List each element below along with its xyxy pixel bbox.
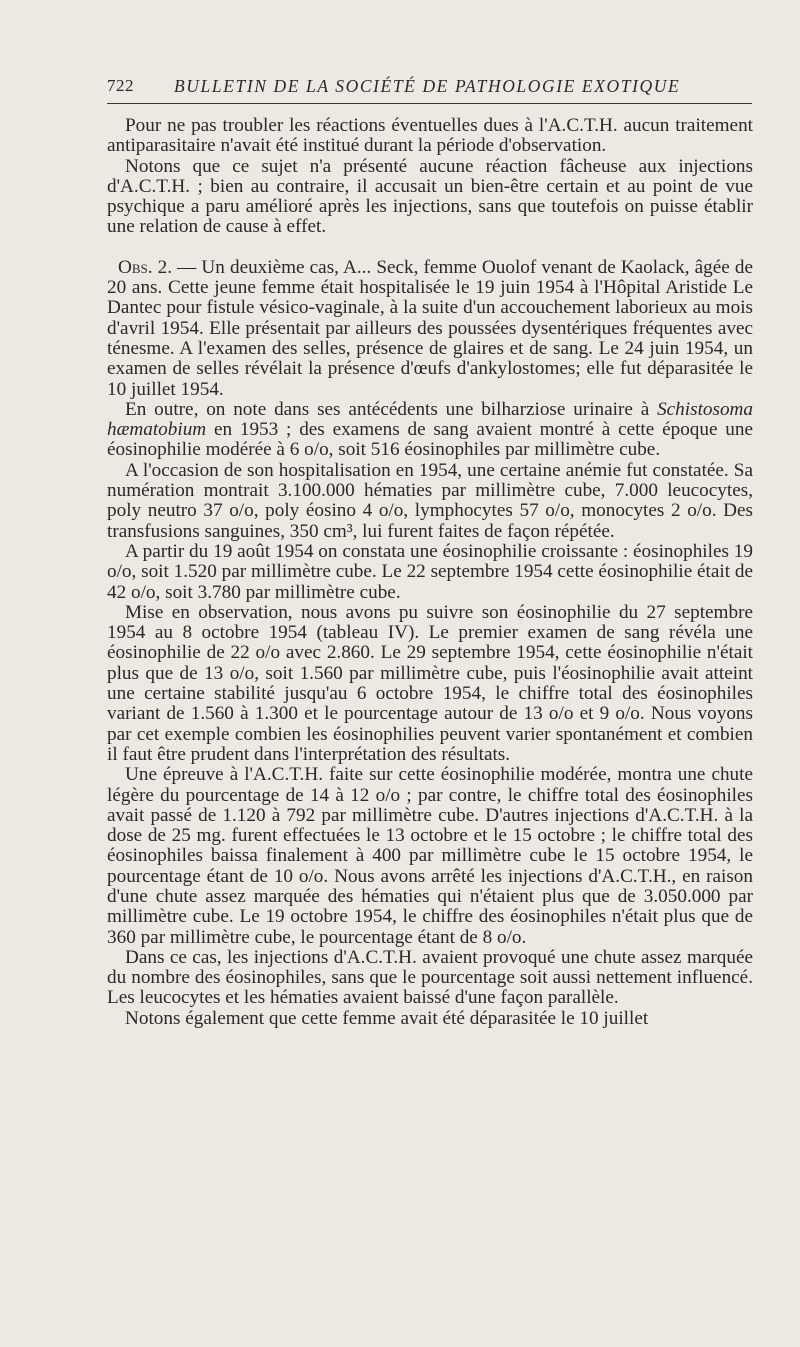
paragraph: Dans ce cas, les injections d'A.C.T.H. avaient provoqué une chute assez marquée du nombre des éosinophiles, sans que le pourcentage soit aussi nettement influencé. Les leucocytes et les hématies avaient baissé d'une façon parallèle. [107,946,753,1009]
species-name: Schistosoma hæmatobium [107,398,753,441]
page-number: 722 [107,76,134,95]
header-rule [107,103,752,104]
paragraph: Mise en observation, nous avons pu suivre son éosinophilie du 27 septembre 1954 au 8 octobre 1954 (tableau IV). Le premier examen de sang révéla une éosinophilie de 22 o/o avec 2.860. Le 29 septembre 1954, cette éosinophilie n'était plus que de 13 o/o, soit 1.560 par millimètre cube, puis l'éosinophilie avait atteint une certaine stabilité jusqu'au 6 octobre 1954, le chiffre total des éosinophiles variant de 1.560 à 1.300 et le pourcentage autour de 13 o/o et 9 o/o. Nous voyons par cet exemple combien les éosinophilies peuvent varier spontanément et combien il faut être prudent dans l'interprétation des résultats. [107,601,753,765]
observation-paragraph [107,258,753,400]
observation-text: — Un deuxième cas, A... Seck, femme Ouolof venant de Kaolack, âgée de 20 ans. Cette jeune femme était hospitalisée le 19 juin 1954 à l'Hôpital Aristide Le Dantec pour fistule vésico-vaginale, à la suite d'un accouchement laborieux au mois d'avril 1954. Elle présentait par ailleurs des poussées dysentériques fréquentes avec ténesme. A l'examen des selles, présence de glaires et de sang. Le 24 juin 1954, un examen de selles révélait la présence d'œufs d'ankylostomes; elle fut déparasitée le 10 juillet 1954. [107,256,753,400]
observation-label: Obs. 2. [118,256,173,278]
paragraph-text: En outre, on note dans ses antécédents une bilharziose urinaire à [125,398,658,420]
paragraph: Notons que ce sujet n'a présenté aucune réaction fâcheuse aux injections d'A.C.T.H. ; bien au contraire, il accusait un bien-être certain et au point de vue psychique a paru amélioré après les injections, sans que toutefois on puisse établir une relation de cause à effet. [107,155,753,238]
paragraph-text: en 1953 ; des examens de sang avaient montré à cette époque une éosinophilie modérée à 6 o/o, soit 516 éosinophiles par millimètre cube. [107,419,753,461]
paragraph: A partir du 19 août 1954 on constata une éosinophilie croissante : éosinophiles 19 o/o, soit 1.520 par millimètre cube. Le 22 septembre 1954 cette éosinophilie était de 42 o/o, soit 3.780 par millimètre cube. [107,540,753,603]
paragraph: Notons également que cette femme avait été déparasitée le 10 juillet [125,1007,649,1029]
paragraph: Une épreuve à l'A.C.T.H. faite sur cette éosinophilie modérée, montra une chute légère du pourcentage de 14 à 12 o/o ; par contre, le chiffre total des éosinophiles avait passé de 1.120 à 792 par millimètre cube. D'autres injections d'A.C.T.H. à la dose de 25 mg. furent effectuées le 13 octobre et le 15 octobre ; le chiffre total des éosinophiles baissa finalement à 400 par millimètre cube le 15 octobre 1954, le pourcentage étant de 10 o/o. Nous avons arrêté les injections d'A.C.T.H., en raison d'une chute assez marquée des hématies qui n'étaient plus que de 3.050.000 par millimètre cube. Le 19 octobre 1954, le chiffre des éosinophiles n'était plus que de 360 par millimètre cube, le pourcentage étant de 8 o/o. [107,764,753,948]
paragraph [107,400,753,461]
running-title: BULLETIN DE LA SOCIÉTÉ DE PATHOLOGIE EXOTIQUE [174,76,681,96]
body-text [107,116,753,1029]
paragraph: Pour ne pas troubler les réactions éventuelles dues à l'A.C.T.H. aucun traitement antiparasitaire n'avait été institué durant la période d'observation. [107,115,753,157]
page-header [107,72,753,102]
paragraph: A l'occasion de son hospitalisation en 1954, une certaine anémie fut constatée. Sa numération montrait 3.100.000 hématies par millimètre cube, 7.000 leucocytes, poly neutro 37 o/o, poly éosino 4 o/o, lymphocytes 57 o/o, monocytes 2 o/o. Des transfusions sanguines, 350 cm³, lui furent faites de façon répétée. [107,459,753,542]
